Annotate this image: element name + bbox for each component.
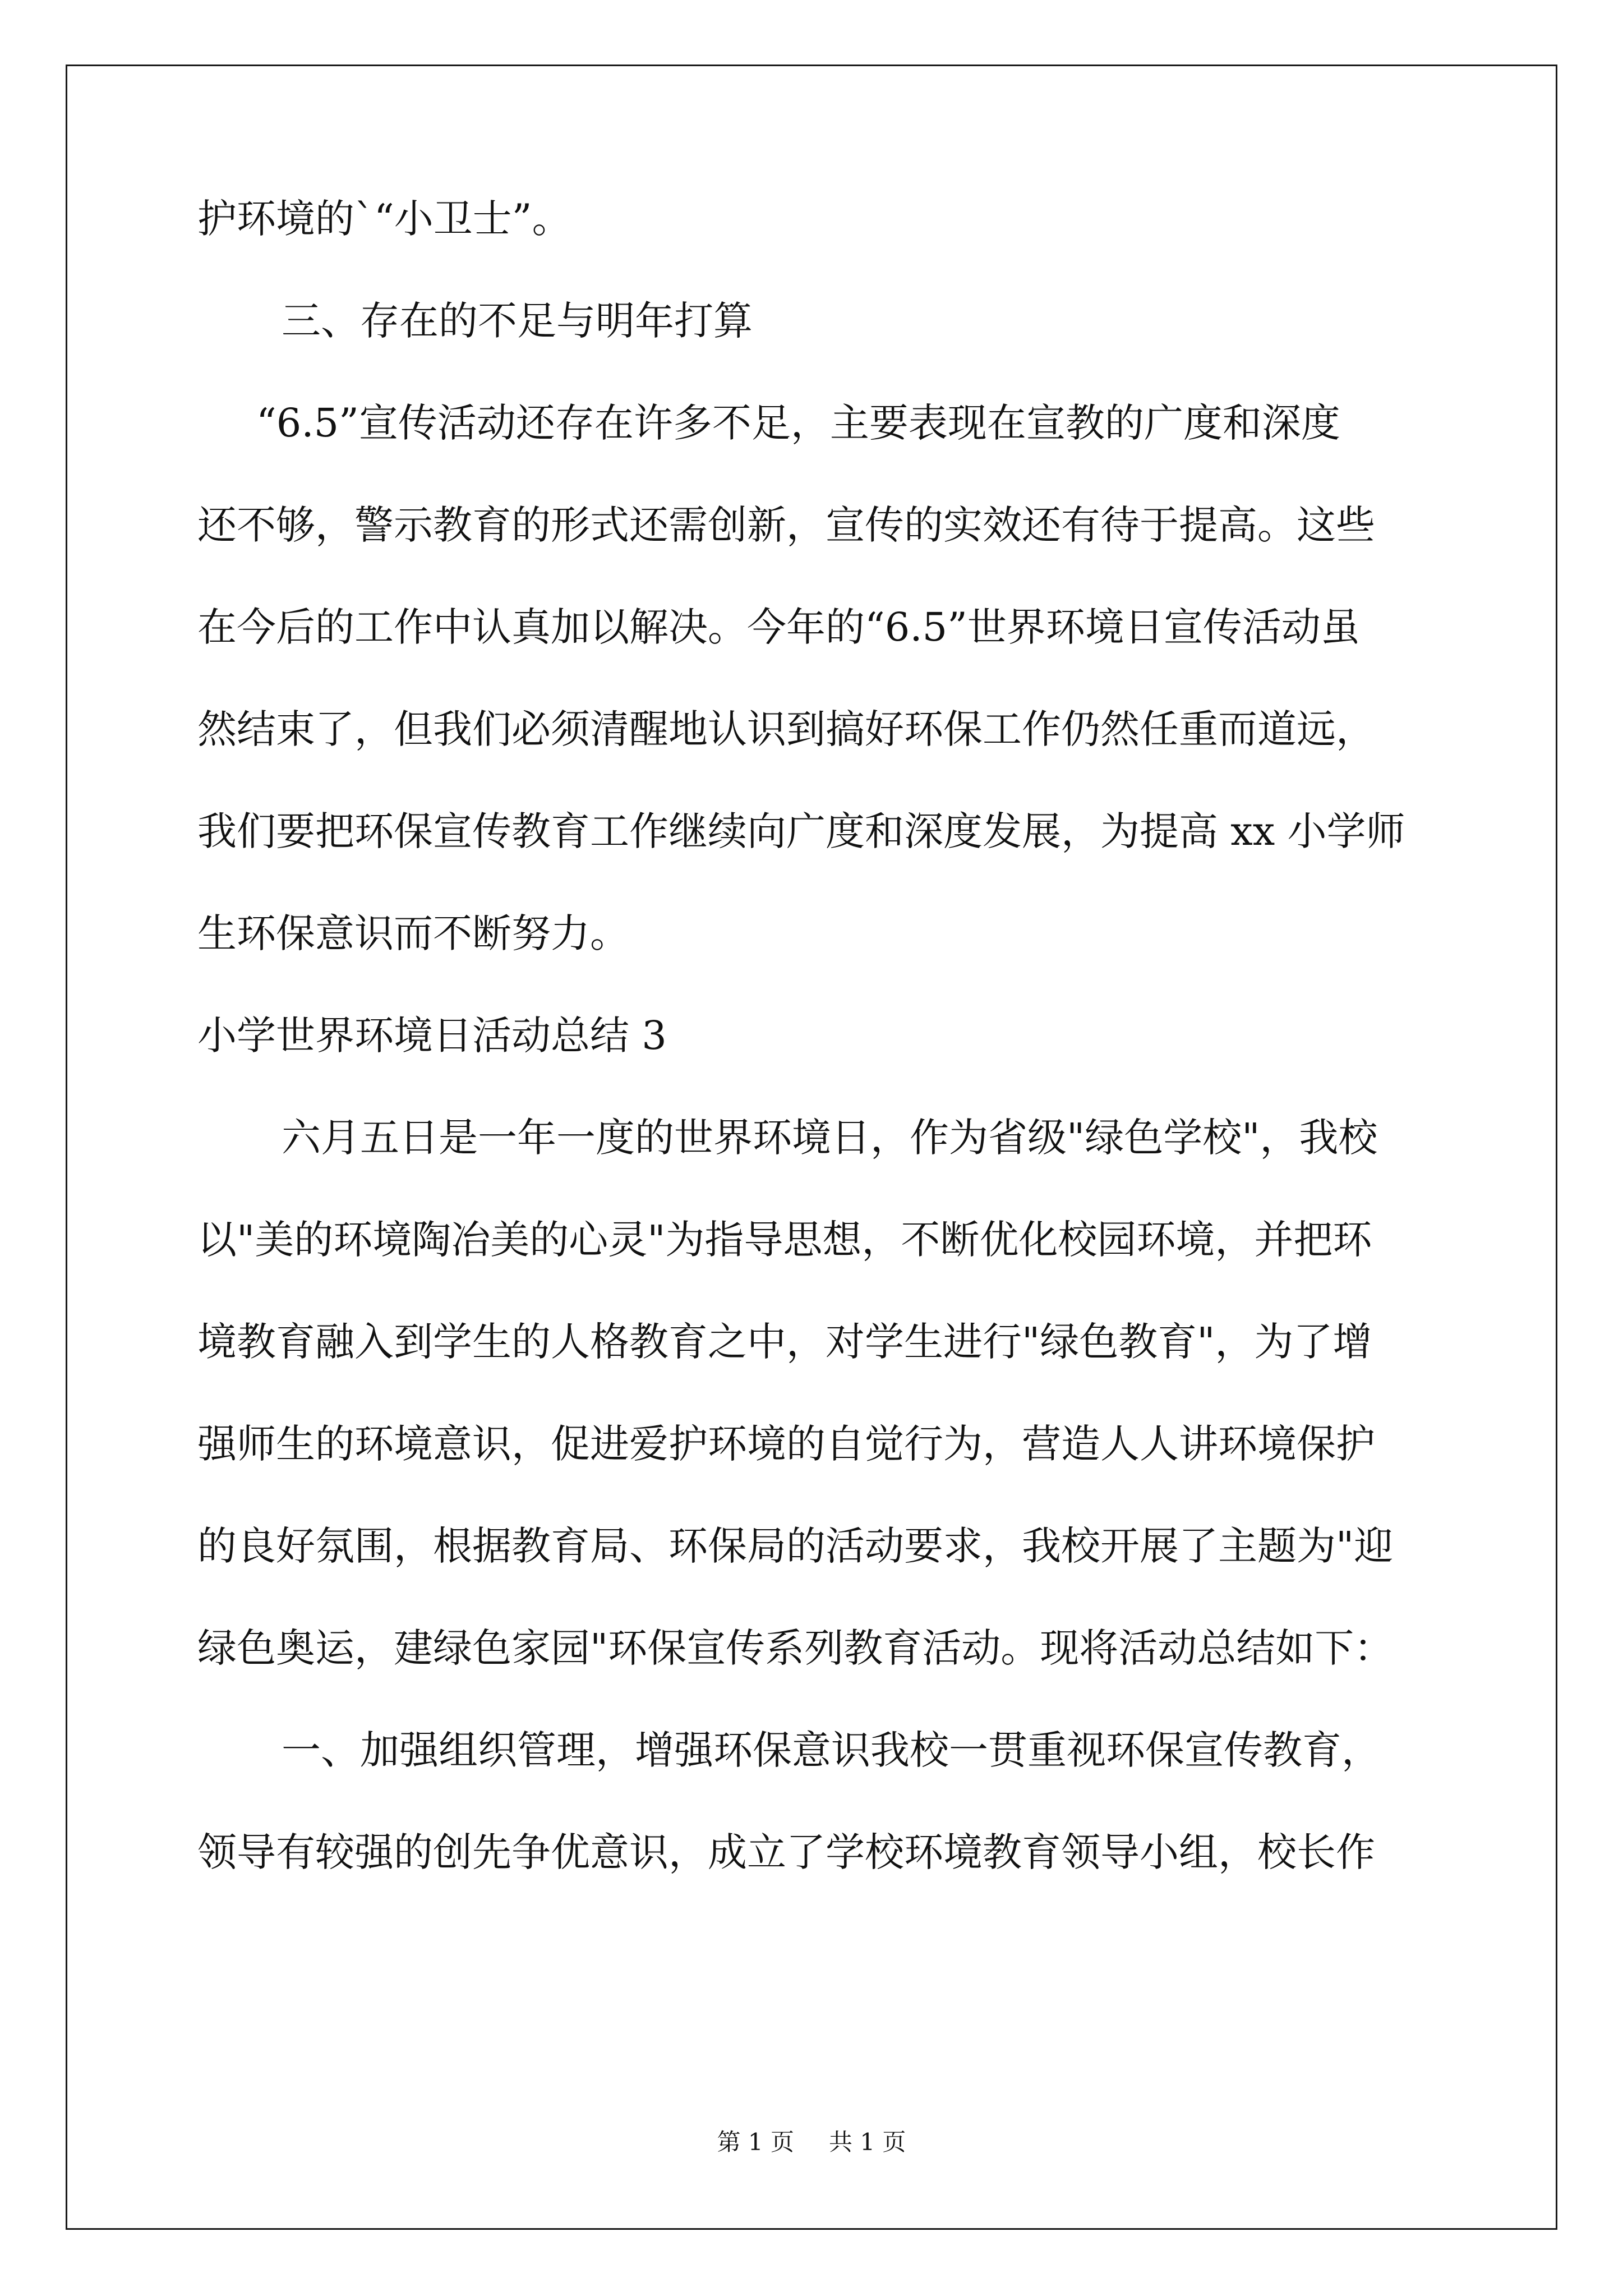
article-title: 小学世界环境日活动总结 3	[197, 1013, 667, 1059]
paragraph-line: 强师生的环境意识，促进爱护环境的自觉行为，营造人人讲环境保护	[197, 1421, 1375, 1467]
paragraph-line: 境教育融入到学生的人格教育之中，对学生进行"绿色教育"，为了增	[197, 1319, 1372, 1365]
paragraph-line: 六月五日是一年一度的世界环境日，作为省级"绿色学校"，我校	[282, 1115, 1378, 1161]
section-heading: 三、存在的不足与明年打算	[282, 298, 753, 344]
paragraph-line: 然结束了，但我们必须清醒地认识到搞好环保工作仍然任重而道远，	[197, 706, 1375, 752]
paragraph-line: 在今后的工作中认真加以解决。今年的“6.5”世界环境日宣传活动虽	[197, 604, 1360, 650]
page-total: 共 1 页	[829, 2128, 906, 2156]
paragraph-line: 领导有较强的创先争优意识，成立了学校环境教育领导小组，校长作	[197, 1829, 1375, 1875]
paragraph-line: 还不够，警示教育的形式还需创新，宣传的实效还有待于提高。这些	[197, 502, 1375, 548]
paragraph-line: 以"美的环境陶冶美的心灵"为指导思想，不断优化校园环境，并把环	[197, 1217, 1372, 1263]
page-footer	[0, 2128, 1623, 2156]
paragraph-line: 一、加强组织管理，增强环保意识我校一贯重视环保宣传教育，	[282, 1727, 1381, 1773]
page-number: 第 1 页	[717, 2128, 794, 2156]
paragraph-line: 护环境的`“小卫士”。	[197, 196, 571, 242]
paragraph-line: 绿色奥运，建绿色家园"环保宣传系列教育活动。现将活动总结如下：	[197, 1625, 1394, 1671]
paragraph-line: 我们要把环保宣传教育工作继续向广度和深度发展，为提高 xx 小学师	[197, 808, 1405, 854]
paragraph-line: 的良好氛围，根据教育局、环保局的活动要求，我校开展了主题为"迎	[197, 1523, 1394, 1569]
paragraph-line: 生环保意识而不断努力。	[197, 910, 629, 956]
document-body	[197, 196, 1423, 1935]
paragraph-line: “6.5”宣传活动还存在许多不足，主要表现在宣教的广度和深度	[256, 400, 1340, 446]
